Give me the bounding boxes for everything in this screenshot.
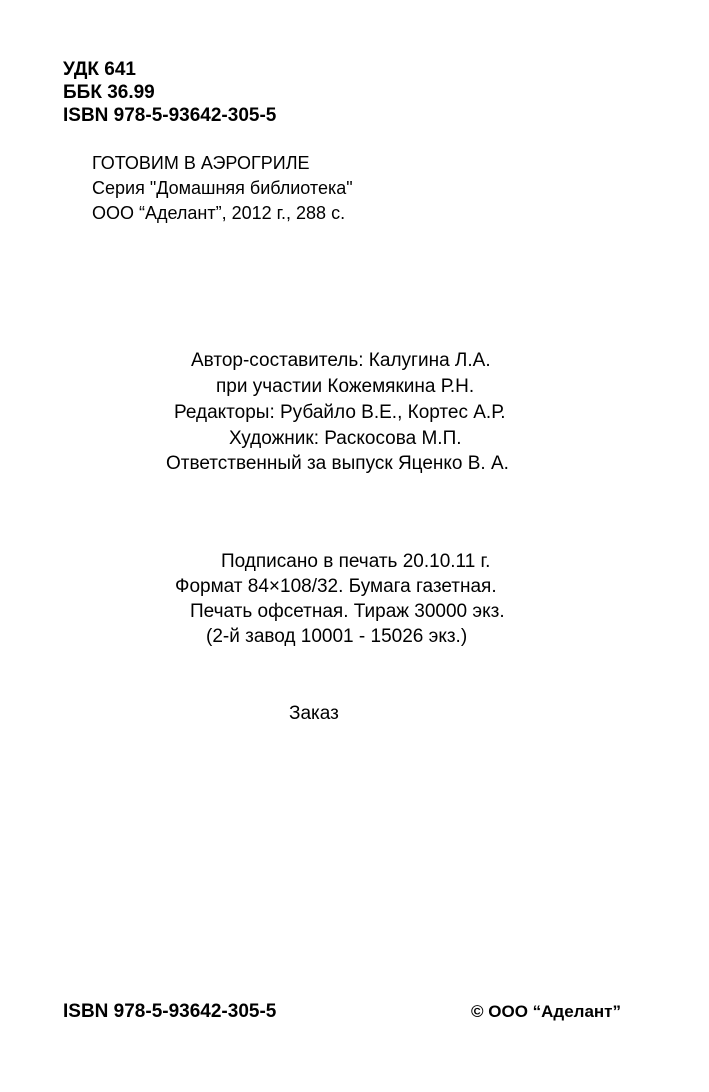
format-line: Формат 84×108/32. Бумага газетная. — [175, 576, 497, 597]
participation-line: при участии Кожемякина Р.Н. — [216, 376, 475, 397]
publisher-line: ООО “Аделант”, 2012 г., 288 с. — [92, 203, 346, 223]
author-line: Автор-составитель: Калугина Л.А. — [191, 350, 491, 371]
plant-line: (2-й завод 10001 - 15026 экз.) — [206, 626, 468, 647]
responsible-line: Ответственный за выпуск Яценко В. А. — [166, 453, 509, 474]
isbn-bottom: ISBN 978-5-93642-305-5 — [63, 1001, 277, 1022]
book-title: ГОТОВИМ В АЭРОГРИЛЕ — [92, 153, 310, 173]
copyright-line: © ООО “Аделант” — [471, 1002, 622, 1021]
order-label: Заказ — [289, 703, 339, 724]
editors-line: Редакторы: Рубайло В.Е., Кортес А.Р. — [174, 402, 506, 423]
artist-line: Художник: Раскосова М.П. — [229, 428, 462, 449]
book-series: Серия "Домашняя библиотека" — [92, 178, 353, 198]
bbk-code: ББК 36.99 — [63, 82, 155, 103]
isbn-top: ISBN 978-5-93642-305-5 — [63, 105, 277, 126]
udk-code: УДК 641 — [63, 59, 136, 80]
print-run-line: Печать офсетная. Тираж 30000 экз. — [190, 601, 505, 622]
signed-line: Подписано в печать 20.10.11 г. — [221, 551, 491, 572]
